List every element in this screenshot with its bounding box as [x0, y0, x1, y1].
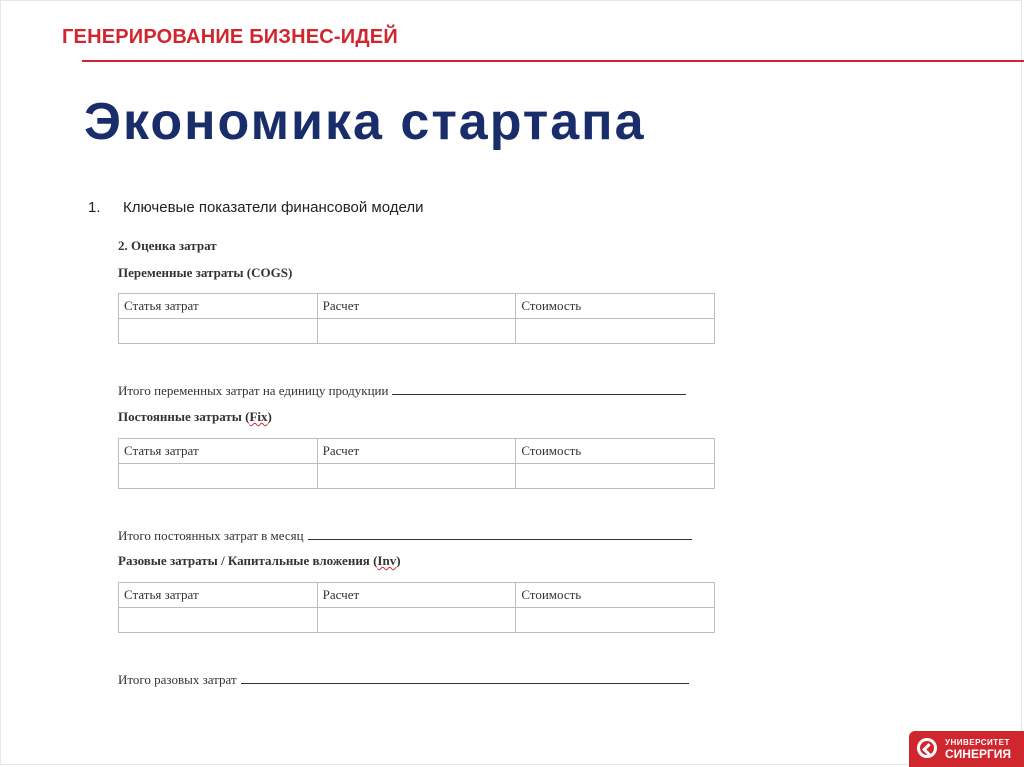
column-header-cost: Стоимость	[516, 294, 715, 319]
table-row	[119, 608, 715, 633]
variable-costs-heading: Переменные затраты (COGS)	[118, 265, 293, 280]
table-header-row	[119, 583, 715, 608]
capital-costs-heading-text: Разовые затраты / Капитальные вложения (	[118, 553, 378, 568]
table-row	[119, 319, 715, 344]
table-cell[interactable]	[317, 608, 516, 633]
column-header-item: Статья затрат	[119, 439, 318, 464]
synergy-university-logo	[909, 731, 1024, 767]
table-cell[interactable]	[516, 464, 715, 489]
table-cell[interactable]	[317, 319, 516, 344]
header-divider	[82, 60, 1024, 62]
table-cell[interactable]	[516, 608, 715, 633]
column-header-cost: Стоимость	[516, 583, 715, 608]
table-cell[interactable]	[119, 464, 318, 489]
table-row	[119, 464, 715, 489]
capital-costs-total	[118, 672, 689, 688]
table-cell[interactable]	[317, 464, 516, 489]
fixed-costs-heading-suffix: )	[267, 409, 272, 424]
capital-costs-heading	[118, 553, 401, 569]
table-cell[interactable]	[516, 319, 715, 344]
fill-in-line[interactable]	[308, 529, 692, 540]
fixed-costs-table	[118, 438, 715, 489]
logo-line-university: УНИВЕРСИТЕТ	[945, 738, 1010, 747]
fixed-costs-heading	[118, 409, 272, 425]
fixed-costs-code: Fix	[249, 409, 268, 424]
list-item-text: Ключевые показатели финансовой модели	[123, 199, 424, 216]
logo-line-synergy: СИНЕРГИЯ	[945, 747, 1012, 761]
fill-in-line[interactable]	[392, 384, 686, 395]
column-header-item: Статья затрат	[119, 294, 318, 319]
capital-costs-code: Inv	[377, 553, 397, 568]
list-item	[88, 199, 423, 216]
column-header-cost: Стоимость	[516, 439, 715, 464]
fill-in-line[interactable]	[241, 673, 689, 684]
table-header-row	[119, 294, 715, 319]
slide-title: Экономика стартапа	[84, 93, 646, 151]
table-cell[interactable]	[119, 608, 318, 633]
variable-costs-total	[118, 383, 686, 399]
fixed-costs-heading-text: Постоянные затраты (	[118, 409, 250, 424]
capital-costs-total-label: Итого разовых затрат	[118, 672, 237, 687]
variable-costs-total-label: Итого переменных затрат на единицу продукции	[118, 383, 389, 398]
document-section-heading: 2. Оценка затрат	[118, 238, 217, 253]
table-cell[interactable]	[119, 319, 318, 344]
column-header-calculation: Расчет	[317, 294, 516, 319]
synergy-logo-icon	[917, 738, 937, 758]
list-item-number: 1.	[88, 199, 101, 216]
variable-costs-table	[118, 293, 715, 344]
table-header-row	[119, 439, 715, 464]
column-header-item: Статья затрат	[119, 583, 318, 608]
column-header-calculation: Расчет	[317, 439, 516, 464]
capital-costs-heading-suffix: )	[396, 553, 401, 568]
section-title: ГЕНЕРИРОВАНИЕ БИЗНЕС-ИДЕЙ	[62, 26, 398, 48]
fixed-costs-total-label: Итого постоянных затрат в месяц	[118, 528, 304, 543]
capital-costs-table	[118, 582, 715, 633]
fixed-costs-total	[118, 528, 692, 544]
column-header-calculation: Расчет	[317, 583, 516, 608]
